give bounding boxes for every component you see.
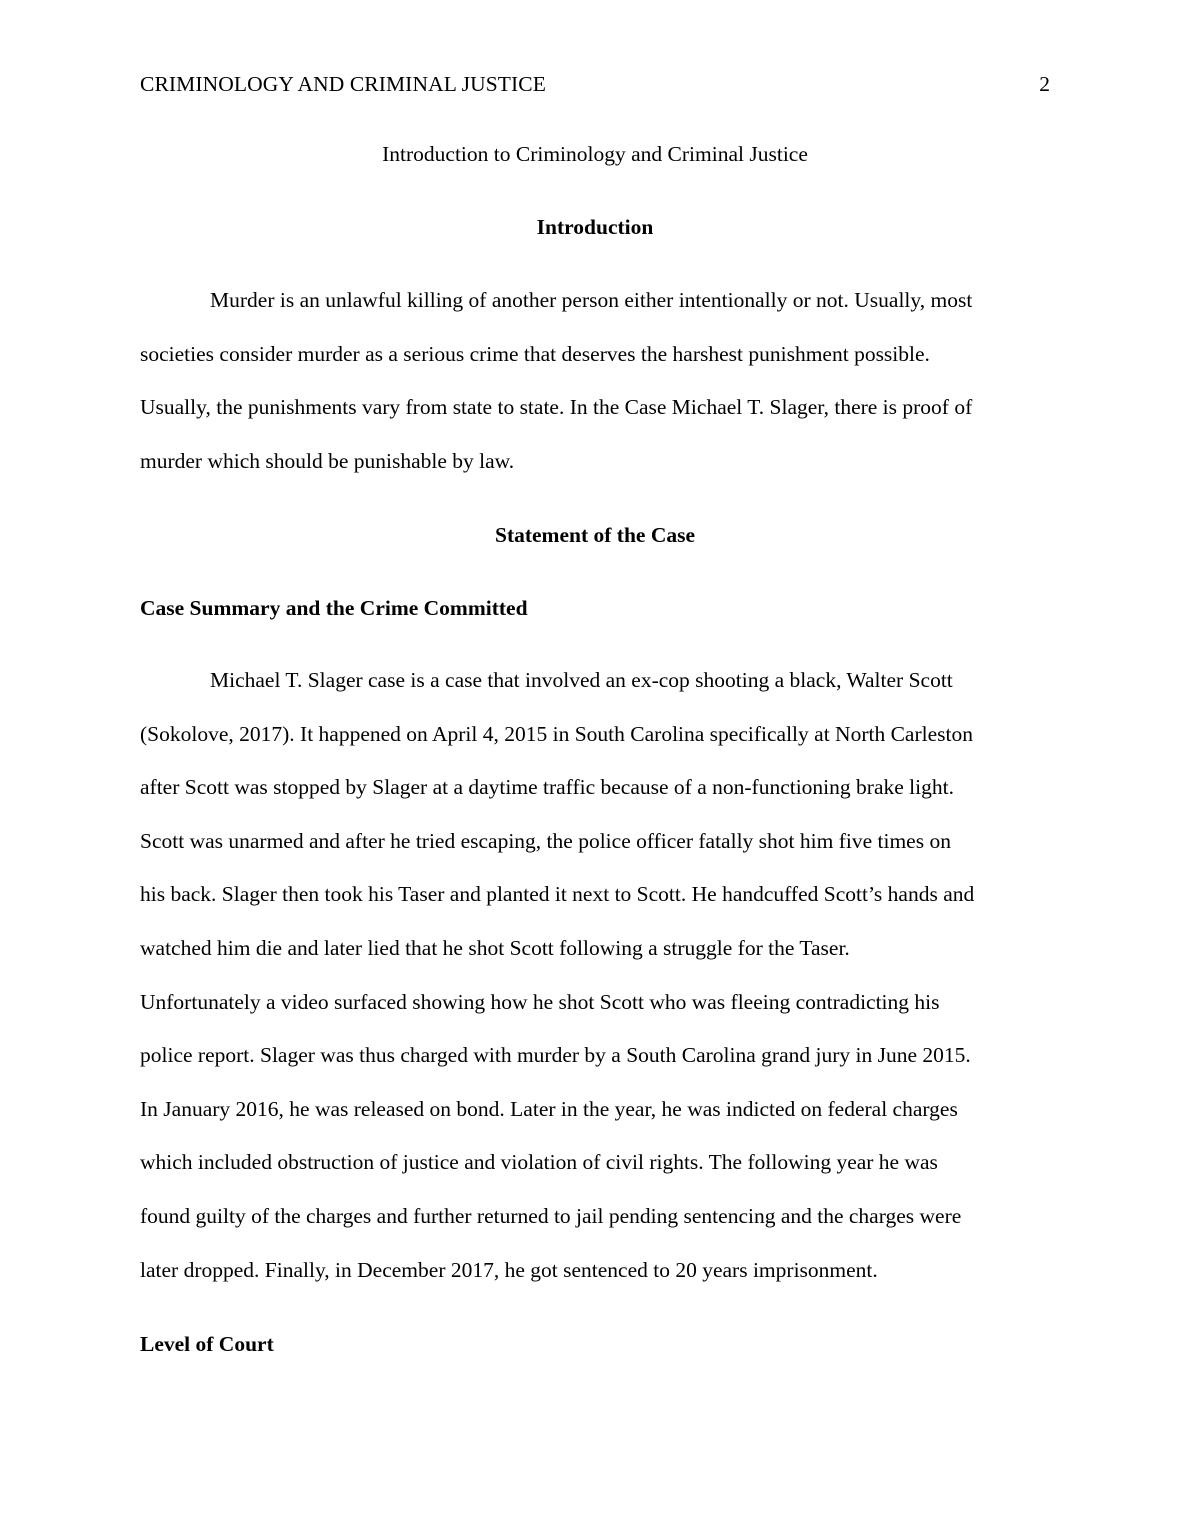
paragraph-introduction [140, 274, 1050, 488]
text-line: found guilty of the charges and further returned to jail pending sentencing and the charges were [140, 1203, 962, 1228]
running-head: CRIMINOLOGY AND CRIMINAL JUSTICE [140, 72, 546, 96]
text-line: Scott was unarmed and after he tried escaping, the police officer fatally shot him five times on [140, 828, 951, 853]
text-line: societies consider murder as a serious crime that deserves the harshest punishment possible. [140, 341, 930, 366]
paper-title: Introduction to Criminology and Criminal Justice [382, 142, 808, 166]
text-line: police report. Slager was thus charged with murder by a South Carolina grand jury in June 2015. [140, 1043, 971, 1068]
text-line: later dropped. Finally, in December 2017, he got sentenced to 20 years imprisonment. [140, 1257, 878, 1282]
paragraph-case-summary [140, 654, 1050, 1297]
text-line: which included obstruction of justice and violation of civil rights. The following year he was [140, 1150, 938, 1175]
heading-statement-of-case: Statement of the Case [494, 523, 696, 547]
heading-introduction: Introduction [536, 215, 654, 239]
text-line: (Sokolove, 2017). It happened on April 4, 2015 in South Carolina specifically at North Carleston [140, 721, 973, 746]
text-line: Usually, the punishments vary from state to state. In the Case Michael T. Slager, there is proof of [140, 395, 973, 420]
text-line: In January 2016, he was released on bond. Later in the year, he was indicted on federal charges [140, 1096, 958, 1121]
text-line: watched him die and later lied that he shot Scott following a struggle for the Taser. [140, 935, 850, 960]
heading-level-of-court: Level of Court [140, 1332, 274, 1356]
text-line: murder which should be punishable by law. [140, 448, 515, 473]
text-line: Murder is an unlawful killing of another person either intentionally or not. Usually, most [210, 288, 973, 312]
text-line: Michael T. Slager case is a case that involved an ex-cop shooting a black, Walter Scott [210, 668, 953, 692]
text-line: Unfortunately a video surfaced showing how he shot Scott who was fleeing contradicting his [140, 989, 940, 1014]
text-line: after Scott was stopped by Slager at a daytime traffic because of a non-functioning brake light. [140, 775, 954, 800]
heading-case-summary: Case Summary and the Crime Committed [140, 596, 528, 620]
page-number: 2 [1039, 72, 1050, 96]
text-line: his back. Slager then took his Taser and planted it next to Scott. He handcuffed Scott’s hands and [140, 882, 975, 907]
